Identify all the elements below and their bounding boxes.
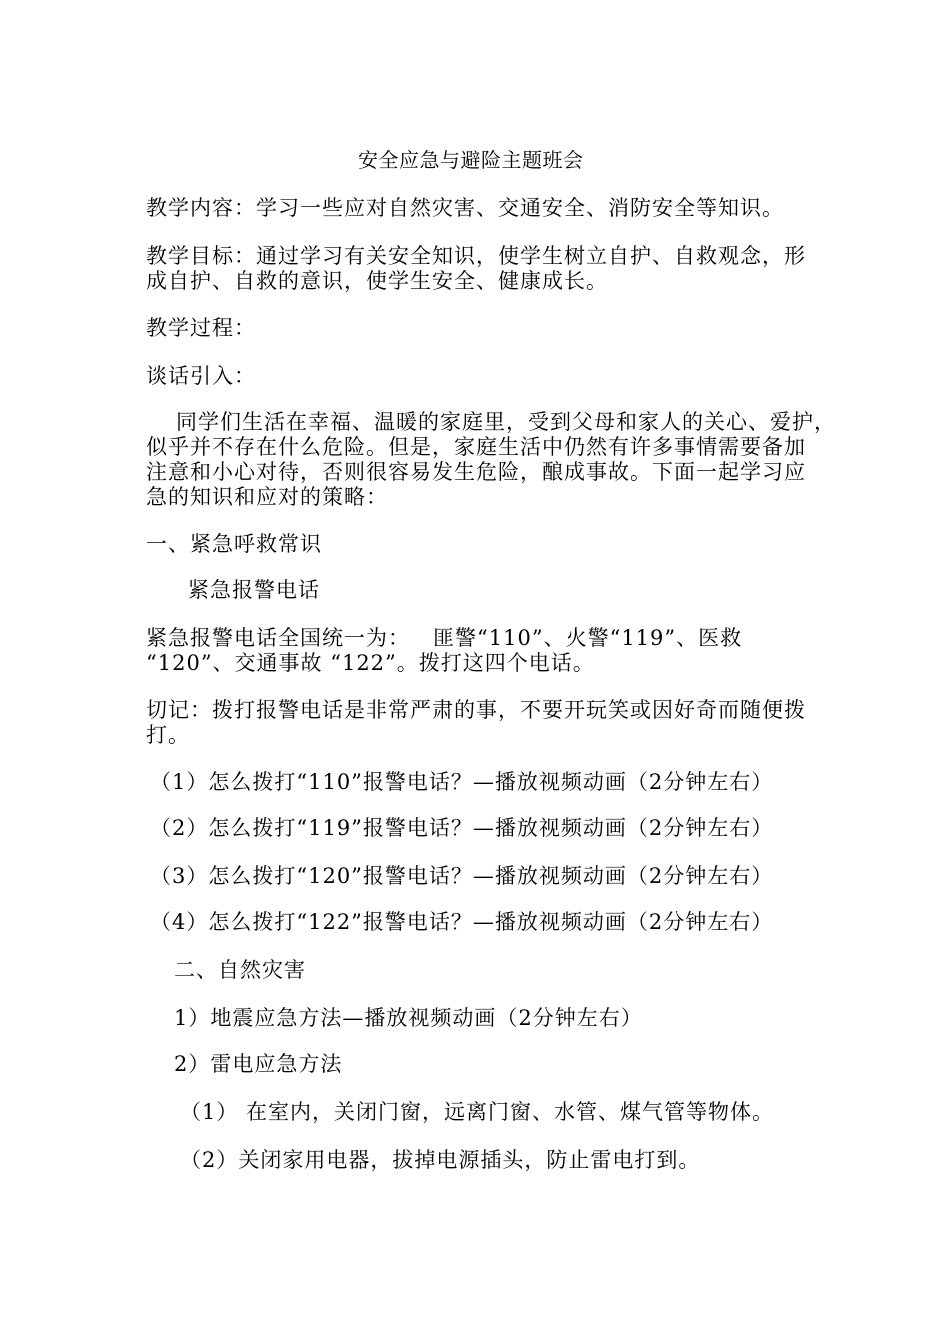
- caution-line-1: 切记：拨打报警电话是非常严肃的事，不要开玩笑或因好奇而随便拨: [146, 698, 806, 722]
- emergency-numbers-line-2: “120”、交通事故 “122”。拨打这四个电话。: [146, 651, 595, 675]
- earthquake-method: 1）地震应急方法—播放视频动画（2分钟左右）: [174, 1006, 643, 1030]
- lightning-item: （2）关闭家用电器，拔掉电源插头，防止雷电打到。: [180, 1148, 701, 1172]
- list-item: （1）怎么拨打“110”报警电话？—播放视频动画（2分钟左右）: [150, 770, 774, 794]
- teaching-process-heading: 教学过程：: [146, 316, 256, 340]
- section-2-heading: 二、自然灾害: [174, 958, 306, 982]
- teaching-goal-line-2: 成自护、自救的意识，使学生安全、健康成长。: [146, 269, 608, 293]
- intro-paragraph-line-1: 同学们生活在幸福、温暖的家庭里，受到父母和家人的关心、爱护，: [176, 410, 836, 434]
- emergency-numbers-line-1: 紧急报警电话全国统一为： 匪警“110”、火警“119”、医救: [146, 626, 743, 650]
- intro-paragraph-line-3: 注意和小心对待，否则很容易发生危险，酿成事故。下面一起学习应: [146, 460, 806, 484]
- intro-paragraph-line-2: 似乎并不存在什么危险。但是，家庭生活中仍然有许多事情需要备加: [146, 435, 806, 459]
- list-item: （3）怎么拨打“120”报警电话？—播放视频动画（2分钟左右）: [150, 864, 774, 888]
- lightning-item: （1） 在室内，关闭门窗，远离门窗、水管、煤气管等物体。: [180, 1100, 775, 1124]
- intro-paragraph-line-4: 急的知识和应对的策略：: [146, 485, 388, 509]
- list-item: （2）怎么拨打“119”报警电话？—播放视频动画（2分钟左右）: [150, 816, 774, 840]
- document-title: 安全应急与避险主题班会: [358, 148, 584, 172]
- caution-line-2: 打。: [146, 723, 190, 747]
- teaching-goal-line-1: 教学目标：通过学习有关安全知识，使学生树立自护、自救观念，形: [146, 244, 806, 268]
- lightning-method: 2）雷电应急方法: [174, 1052, 343, 1076]
- list-item: （4）怎么拨打“122”报警电话？—播放视频动画（2分钟左右）: [150, 910, 774, 934]
- intro-heading: 谈话引入：: [146, 364, 256, 388]
- teaching-content: 教学内容：学习一些应对自然灾害、交通安全、消防安全等知识。: [146, 196, 784, 220]
- section-1-subheading: 紧急报警电话: [188, 578, 320, 602]
- section-1-heading: 一、紧急呼救常识: [146, 532, 322, 556]
